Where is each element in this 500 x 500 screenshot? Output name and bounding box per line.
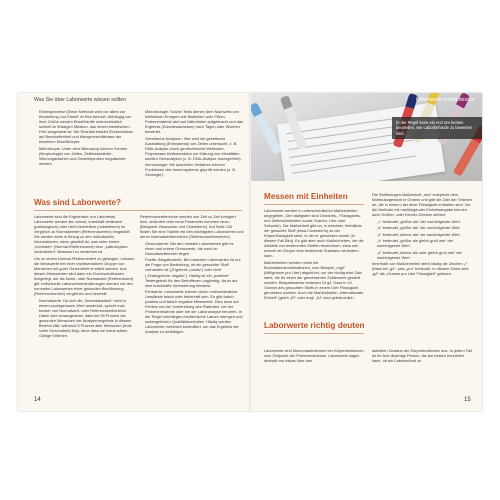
page-number-left: 14 bbox=[34, 397, 41, 403]
list-item: • „≥“ bedeutet „größer als gleich groß wie“ der nachfolgende Wert. bbox=[377, 238, 474, 248]
list-item: • Gesundwerte: Bei den meisten Laborwerten gibt es einen und untere Grenzwerte, die noch im Normalwertbereich liegen. bbox=[145, 241, 244, 256]
paragraph: Innerhalb von Maßeinheiten steht häufig die Zeichen „/“ (etwa bei „g/l“, was „pro“ bedeutet. In diesem Sinne wird „g/l“ als „Gramm pro Liter Flüssigkeit“ gelesen. bbox=[372, 261, 469, 277]
list-item: • „≤“ bedeutet „kleiner als oder gleich groß wie“ der nachfolgende Wert. bbox=[377, 250, 474, 260]
list-item: • „≥“ bedeutet „größer als“ der nachfolgende Wert. bbox=[377, 225, 474, 230]
intro-column-2 bbox=[140, 109, 244, 193]
heading-messen-mit-einheiten: Messen mit Einheiten bbox=[264, 192, 348, 201]
paragraph: Referenzwertbereiche werden von Zeit zu Zeit korrigiert bzw. verändert oder neue Parameter kommen hinzu (Beispiele: Blutzucker und Cholesterin). Auf Seite 126 finden Sie eine Tabelle mit den wichtigsten Laborwerten und deren Normalwertbereichen (Referenzwertbereiche). bbox=[140, 214, 244, 240]
intro-column-1 bbox=[34, 109, 135, 193]
list-item: • „>“ bedeutet „größer als“ der nachfolgende Wert. bbox=[377, 219, 474, 224]
photo-lab-tubes bbox=[251, 93, 482, 181]
intro-bullet: • Elektrophorese (Diese Methode wird vor allem zur Beurteilung von Eiweiß im Blut benutzt. Abhängig von ihrer Größe werden Eiweißstoffe unterschiedlich schnell im flüssigen Medium, das einem elektrischen Feld ausgesetzt ist. Die Resultat erlaubt Rückschlüsse auf Beschaffenheit und Mengenverhältnisse der einzelnen Eiweißkörper. bbox=[39, 109, 135, 144]
paragraph: aktuellen Zustand der Körperfunktionen aus. In jedem Fall ist Ihr Arzt diejenige Person, die am besten beurteilen kann, ob ein Laborbefund zu bbox=[372, 348, 472, 364]
paragraph: Laborwerte sind die Ergebnisse von Labortests. Laborwerte werden als normal, krankhaft verändert (pathologisch) oder nicht beurteilbar (unbestimmt) im Vergleich zu Normalwerten (Referenzwerten) eingestuft. Sie werden stets in Bezug zu den individuellen Informationen, wenn gewählt ist, was unter einem „normalen“ (Normal-/Referenzwert) bzw. „pathologisch veränderten“ Messwert zu verstehen ist. bbox=[34, 214, 131, 255]
heading-rule bbox=[264, 333, 364, 334]
intro-bullet: • Mikrobiologie: Solche Tests dienen dem Nachweis von infektiösen Erregern wie Bakterien oder Pilzen. Probenmaterial wird auf Nährböden aufgebracht und das Ergebnis (Koloniewachstum) nach Tagen oder Wochen bewertet. bbox=[145, 109, 244, 134]
intro-bullet: • Immunologie: Mit speziellen Verfahren können Funktionen des Immunsystems geprüft werden (z. B. Serologie). bbox=[145, 162, 244, 177]
running-head-right: Laborwerte richtig deuten bbox=[416, 97, 475, 103]
paragraph: Die Stoffmengen-Maßeinheit „mol“ entspricht dem Molekulargewicht in Gramm und gibt die Zahl der Teilchen an, die in einem Liter einer Flüssigkeit enthalten sind. Vor die Maßzahl mit nachfolgender Einheitsangabe können auch Größer- oder Kleiner-Zeichen stehen: bbox=[372, 192, 473, 218]
section1-column-2 bbox=[140, 214, 244, 394]
section3-column-2 bbox=[372, 348, 474, 378]
book-spread bbox=[18, 93, 482, 411]
section2-column-2 bbox=[372, 192, 474, 342]
paragraph: Maßeinheiten werden meist mit Buchstabenkombinationen, zum Beispiel „mg/l“ (Milligramm pro Liter) abgekürzt, vor der häufig eine Zahl steht, die für einen der gemessenen Zahlenwert gestellt werden. Beispielsweise bedeutet 10 g/l, Dass in 10 Gramm des gesuchten Stoffs in einem Liter Flüssigkeit gemessen wurden. Auch die Maßeinheiten „internationale Einheit“ (geich „IE“ oder engl. „IU“ sind gebräuchlich. bbox=[264, 260, 364, 301]
running-head-left: Was Sie über Laborwerte wissen sollten bbox=[34, 97, 127, 103]
heading-rule bbox=[264, 204, 364, 205]
list-item: • Fehlwerte: Laborwerte können durch unterschiedliche Umstände falsch oder fehlerhaft sein. Es gibt falsch positive und falsch negative Messwerte. Dies kann auf Fehlern bei der Vorbereitung des Patienten, bei der Probenentnahme oder bei der Laboranalyse beruhen. In der Regel unterliegen medizinische Labors strengen und umfangreichen Qualitätskontrollen. Häufig werden Laborwerte mehrfach kontrolliert, um das Ergebnis der Analyse zu bestätigen. bbox=[145, 289, 244, 334]
page-number-right: 15 bbox=[464, 397, 471, 403]
paragraph: Laborwerte werden in unterschiedlichen Maßeinheiten angegeben. Die häufigsten sind Gewichts-, Flüssigkeits- und Zeitmaßeinheiten sowie Gramm, Liter oder Sekunde). Die Maßeinheit gibt an, in welchem Verhältnis der gesuchte Stoff (etwa Cholesterin) zu der Körperflüssigkeit steht, in der er gemessen wurde (in diesem Fall Blut). Es gibt aber auch Maßeinheiten, die die Aktivität von bestimmten Stoffen bezeichnen, etwa wie schnell ein Enzym eine bestimmte Substanz verändern kann. bbox=[264, 208, 364, 259]
heading-laborwerte-richtig-deuten: Laborwerte richtig deuten bbox=[264, 321, 365, 330]
list-item: • Normalwerte: Da sich die „Normalabstand“ nicht in einem punktgenauen Wert ausdrückt, spricht man besser von Normalwert- oder Referenzwertbereich. Dabei wird vorausgesetzt, dass bei 95 Prozent der gesunden Menschen der Analysenergebnis in diesem Bereich fällt, während 5 Prozent aller Menschen (trotz voller Gesundheit) liegt, ohne dass sie krank wären. Gültige Kriterien. bbox=[39, 298, 135, 338]
section1-column-1 bbox=[34, 214, 135, 394]
photo-caption: In der Regel kann ein Arzt am besten beurteilen, wie Laborbefunde zu bewerten sind. bbox=[392, 117, 482, 139]
intro-bullet: • Mikroskopie: Unter dem Mikroskop können Formen (Morphologie) von Zellen, Zellbestandteile, Mikroorganismen und Gewebeproben begutachtet werden. bbox=[39, 146, 135, 166]
paragraph: Laborwerte sind Momentaufnahmen der Körperfunktionen zum Zeitpunkt der Probenentnahme. Laborwerte sagen deshalb nur etwas über den bbox=[264, 348, 364, 364]
list-item: • Positiv-/Negativwerte: Bei manchen Laborwerten ist nur die Frage von Bedeutung, ob ein gesuchter Stoff vorhanden ist („Ergebnis: positiv“) oder nicht („Testergebnis: negativ“). Häufig ist ein „positiver“ Testergebnis für den Betroffenen ungünstig, da es auf eine krankhafte Veränderung hinweist. bbox=[145, 257, 244, 287]
heading-rule bbox=[34, 210, 242, 211]
heading-was-sind-laborwerte: Was sind Laborwerte? bbox=[34, 198, 122, 207]
section2-column-1 bbox=[264, 208, 364, 318]
section3-column-1 bbox=[264, 348, 364, 378]
paragraph: Um zu einem Normal-/Referenzwert zu gelangen, müssen die Messwerte bei einer repräsentativen Gruppe von Menschen mit guter Gesundheit ermittelt werden. Aus diesen Messwerten wird dann ein Durchschnittswert festgelegt, der als Norm- oder Normalwert (Referenzwert) gilt. Individuelle Laborwertveränderungen werden mit den normalen Laborwerten einer gesunden Bevölkerung (Referenzbereich) verglichen und beurteilt. bbox=[34, 255, 135, 297]
list-item: • „≤“ bedeutet „kleiner als“ der nachfolgende Wert. bbox=[377, 232, 474, 237]
intro-bullet: • Genetische Analysen: Hier wird die genetische Ausstattung (Erbmaterial) von Zellen untersucht, z. B. DNA-Analyse durch gentechnische Methoden, Polymerase-Kettenreaktion zur Klärung von Identitäten werden Genanalysen (z. B. DNA-Analyse durchgeführt). bbox=[145, 136, 244, 161]
